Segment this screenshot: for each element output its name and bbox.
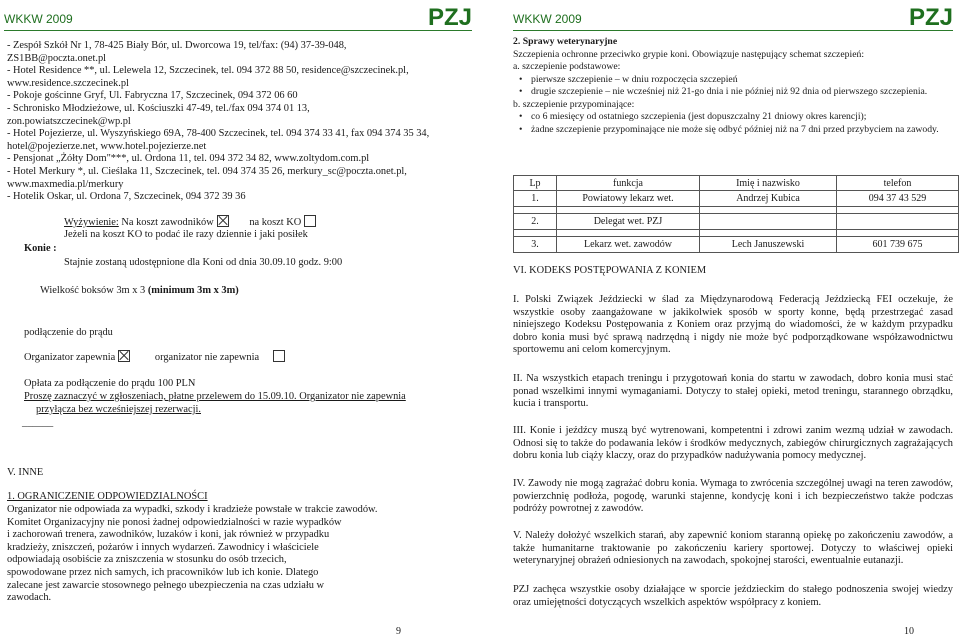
- power-request-line-2: przyłącza bez wcześniejszej rezerwacji.: [36, 404, 201, 415]
- right-header-event: WKKW 2009: [513, 12, 582, 26]
- vet-section-title: 2. Sprawy weterynaryjne: [513, 36, 618, 47]
- left-header-logo: PZJ: [427, 4, 472, 31]
- table-spacer-row: [514, 230, 959, 237]
- boxes-size: [40, 285, 239, 298]
- code-paragraph-1: I. Polski Związek Jeździecki w ślad za Międzynarodową Federacją Jeździecką FEI oczekuje, że wszystkie osoby zaangażowane w jakikolwiek sposób w sporty konne, będą przestrzegać zasad niniejszego Kodeksu Postępowania z Koniem oraz przyjmą do wiadomości, że w każdym przypadku dobro konia musi być sprawą nadrzędną i nigdy nie może być podporządkowane współzawodnictwu sportowemu ani celom komercyjnym.: [513, 294, 953, 356]
- basic-vaccination-list: [513, 74, 953, 99]
- text-line: zalecane jest zawarcie stosownego pełnego ubezpieczenia na czas udziału w: [7, 579, 325, 591]
- power-label: podłączenie do prądu: [24, 327, 113, 338]
- short-line: ______: [22, 417, 54, 428]
- horses-note: Stajnie zostaną udostępnione dla Koni od dnia 30.09.10 godz. 9:00: [64, 257, 343, 268]
- boxes-label: Wielkość boksów 3m x 3: [40, 285, 148, 296]
- column-header-name: Imię i nazwisko: [700, 176, 837, 191]
- code-paragraph-5: V. Należy dołożyć wszelkich starań, aby zapewnić koniom staranną opiekę po zakończeniu zawodów, a także humanitarne traktowanie po zakończeniu kariery sportowej. Dotyczy to właściwej opieki weterynaryjnej obrażeń odniesionych na zawodach, spokojnej starości, ewentualnie eutanazji.: [513, 530, 953, 567]
- table-cell: 1.: [514, 191, 557, 207]
- list-line: - Hotel Pojezierze, ul. Wyszyńskiego 69A, 78-400 Szczecinek, tel. 094 374 33 41, fax 094 374 35 34,: [7, 128, 430, 140]
- table-cell: 2.: [514, 214, 557, 230]
- table-cell: 094 37 43 529: [837, 191, 959, 207]
- vet-section: [513, 36, 953, 136]
- left-header-event: WKKW 2009: [4, 12, 73, 26]
- code-paragraph-4: IV. Zawody nie mogą zagrażać dobru konia. Wymaga to zwrócenia szczególnej uwagi na teren zawodów, powierzchnię podłoża, pogodę, warunki stajenne, kondycję koni i ich bezpieczeństwo także podczas podróży powrotnej z zawodów.: [513, 478, 953, 515]
- vet-booster-label: b. szczepienie przypominające:: [513, 98, 635, 110]
- section-v-title: V. INNE: [7, 467, 44, 478]
- table-cell: Lekarz wet. zawodów: [557, 237, 700, 253]
- text-line: Komitet Organizacyjny nie ponosi żadnej odpowiedzialności w razie wypadków: [7, 516, 342, 528]
- column-header-lp: Lp: [514, 176, 557, 191]
- table-cell: [700, 214, 837, 230]
- text-line: kradzieży, zniszczeń, pożarów i innych wydarzeń. Zawodnicy i właściciele: [7, 541, 319, 553]
- feeding-option-ko: na koszt KO: [249, 217, 302, 228]
- right-header-logo: PZJ: [908, 4, 953, 31]
- left-header: [4, 6, 472, 31]
- list-item: • co 6 miesięcy od ostatniego szczepienia (jest dopuszczalny 21 dniowy okres karencji);: [513, 111, 953, 124]
- list-line: - Hotel Merkury *, ul. Cieślaka 11, Szczecinek, tel. 094 374 35 26, merkury_sc@poczta.onet.pl,: [7, 165, 407, 177]
- table-row: [514, 191, 959, 207]
- vet-intro: Szczepienia ochronne przeciwko grypie koni. Obowiązuje następujący schemat szczepień:: [513, 48, 865, 60]
- org-not-provides-checkbox[interactable]: [273, 350, 285, 362]
- vet-basic-label: a. szczepienie podstawowe:: [513, 61, 621, 72]
- table-cell: 601 739 675: [837, 237, 959, 253]
- power-options: [24, 350, 285, 365]
- table-cell: [837, 214, 959, 230]
- section-1-title: 1. OGRANICZENIE ODPOWIEDZIALNOŚCI: [7, 491, 208, 502]
- accommodation-list: [7, 40, 429, 204]
- power-request-line-1: Proszę zaznaczyć w zgłoszeniach, płatne przelewem do 15.09.10. Organizator nie zapewnia: [24, 391, 406, 402]
- text-line: odpowiadają osobiście za zniszczenia w stosunku do osób trzecich,: [7, 554, 287, 566]
- text-line: zawodach.: [7, 592, 52, 604]
- table-cell: Delegat wet. PZJ: [557, 214, 700, 230]
- horses-label: Konie :: [24, 243, 57, 254]
- column-header-phone: telefon: [837, 176, 959, 191]
- list-item: • drugie szczepienie – nie wcześniej niż 21-go dnia i nie później niż 92 dnia od pierwszego szczepienia.: [513, 86, 953, 99]
- feeding-label: Wyżywienie:: [64, 217, 119, 228]
- page-number-left: 9: [396, 626, 401, 637]
- table-spacer-row: [514, 207, 959, 214]
- text-line: Organizator nie odpowiada za wypadki, szkody i kradzieże powstałe w trakcie zawodów.: [7, 504, 378, 515]
- feeding-note: Jeżeli na koszt KO to podać ile razy dziennie i jaki posiłek: [64, 229, 308, 240]
- org-provides-label: Organizator zapewnia: [24, 352, 116, 363]
- page-number-right: 10: [904, 626, 914, 637]
- list-line: ZS1BB@poczta.onet.pl: [7, 52, 107, 64]
- list-line: hotel@pojezierze.net, www.hotel.pojezierze.net: [7, 140, 207, 152]
- list-line: www.residence.szczecinek.pl: [7, 77, 129, 89]
- text-line: spowodowane przez nich samych, ich pracowników lub ich konie. Dlatego: [7, 566, 319, 578]
- liability-text: [7, 504, 377, 605]
- table-row: [514, 237, 959, 253]
- feeding-ko-checkbox[interactable]: [304, 215, 316, 227]
- list-line: www.maxmedia.pl/merkury: [7, 178, 124, 190]
- boxes-minimum: (minimum 3m x 3m): [147, 285, 239, 296]
- list-line: - Hotelik Oskar, ul. Ordona 7, Szczecinek, 094 372 39 36: [7, 191, 246, 203]
- code-paragraph-2: II. Na wszystkich etapach treningu i przygotowań konia do startu w zawodach, dobro konia musi stać ponad wszelkimi innymi wymaganiami. Dotyczy to stałej opieki, metod treningu, starannego obrządku, kucia i transportu.: [513, 373, 953, 410]
- code-closing-paragraph: PZJ zachęca wszystkie osoby działające w sporcie jeździeckim do stałego podnoszenia swojej wiedzy oraz umiejętności dotyczących wszelkich aspektów współpracy z koniem.: [513, 584, 953, 608]
- list-line: - Pensjonat „Żółty Dom"***, ul. Ordona 11, tel. 094 372 34 82, www.zoltydom.com.pl: [7, 153, 370, 165]
- org-provides-checkbox[interactable]: [118, 350, 130, 362]
- list-line: - Schronisko Młodzieżowe, ul. Kościuszki 47-49, tel./fax 094 374 01 13,: [7, 102, 310, 114]
- code-paragraph-3: III. Konie i jeźdźcy muszą być wytrenowani, kompetentni i zdrowi zanim wezmą udział w zawodach. Odnosi się to także do podawania leków i środków medycznych, zabiegów chirurgicznych zagrażających dobru konia lub ciąży klaczy, oraz do przypadków nadużywania pomocy medycznej.: [513, 425, 953, 462]
- column-header-function: funkcja: [557, 176, 700, 191]
- feeding-option-competitors: Na koszt zawodników: [118, 217, 214, 228]
- power-fee: Opłata za podłączenie do prądu 100 PLN: [24, 378, 196, 389]
- text-line: i zachorowań trenera, zawodników, luzaków i koni, jak również w przypadku: [7, 529, 330, 541]
- org-not-provides-label: organizator nie zapewnia: [154, 352, 260, 363]
- table-cell: 3.: [514, 237, 557, 253]
- vet-staff-table: [513, 175, 959, 253]
- feeding-row: [64, 215, 316, 230]
- code-of-conduct-title: VI. KODEKS POSTĘPOWANIA Z KONIEM: [513, 265, 707, 276]
- list-line: - Pokoje gościnne Gryf, Ul. Fabryczna 17, Szczecinek, 094 372 06 60: [7, 90, 298, 102]
- booster-vaccination-list: [513, 111, 953, 136]
- list-line: - Zespół Szkół Nr 1, 78-425 Biały Bór, ul. Dworcowa 19, tel/fax: (94) 37-39-048,: [7, 40, 347, 51]
- table-cell: Powiatowy lekarz wet.: [557, 191, 700, 207]
- table-header-row: [514, 176, 959, 191]
- feeding-competitors-checkbox[interactable]: [217, 215, 229, 227]
- list-line: zon.powiatszczecinek@wp.pl: [7, 115, 131, 127]
- list-item: • żadne szczepienie przypominające nie może się odbyć później niż na 7 dni przed przybyciem na zawody.: [513, 124, 953, 137]
- list-line: - Hotel Residence **, ul. Lelewela 12, Szczecinek, tel. 094 372 88 50, residence@szczecinek.pl,: [7, 65, 409, 77]
- table-cell: Andrzej Kubica: [700, 191, 837, 207]
- table-cell: Lech Januszewski: [700, 237, 837, 253]
- list-item: • pierwsze szczepienie – w dniu rozpoczęcia szczepień: [513, 74, 953, 87]
- table-row: [514, 214, 959, 230]
- right-header: [513, 6, 953, 31]
